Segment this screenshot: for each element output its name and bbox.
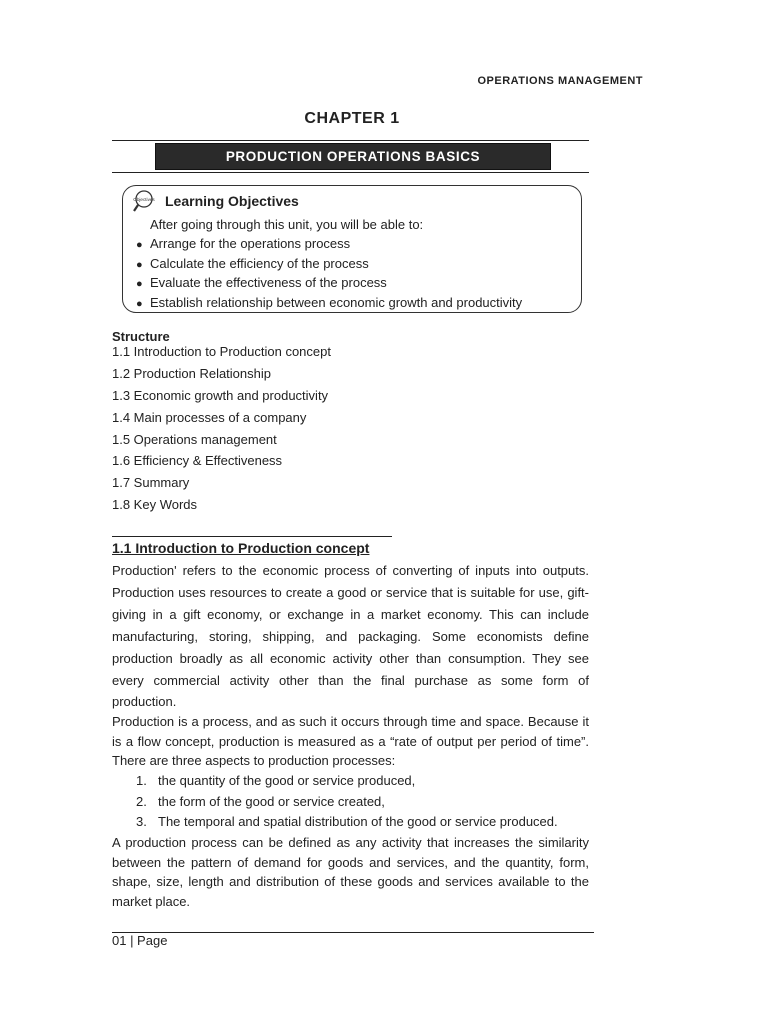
objective-item: ● Arrange for the operations process [136,236,351,251]
objective-item: ● Establish relationship between economic growth and productivity [136,295,523,311]
chapter-title-banner: PRODUCTION OPERATIONS BASICS [155,143,551,170]
bullet-icon: ● [136,258,143,271]
learning-objectives-title: Learning Objectives [165,193,299,209]
structure-item: 1.2 Production Relationship [112,365,271,381]
aspect-item: 3. The temporal and spatial distribution of the good or service produced. [136,814,558,830]
section-paragraph-1: Production' refers to the economic process of converting of inputs into outputs. Production uses resources to create a good or service that is suitable for use, gift-giving in a gift economy, or exchange in a market economy. This can include manufacturing, storing, shipping, and packaging. Some economists define production broadly as all economic activity other than consumption. They see every commercial activity other than the final purchase as some form of production. [112,563,589,710]
section-paragraph-3: A production process can be defined as any activity that increases the similarity between the pattern of demand for goods and services, and the quantity, form, shape, size, length and distribution of these goods and services available to the market place. [112,835,589,909]
structure-item: 1.5 Operations management [112,431,277,447]
structure-item: 1.7 Summary [112,475,190,491]
footer-rule [112,932,594,933]
aspect-item: 1. the quantity of the good or service produced, [136,773,416,788]
structure-item: 1.4 Main processes of a company [112,409,307,425]
bullet-icon: ● [136,298,143,311]
aspects-list [136,773,558,835]
structure-item: 1.6 Efficiency & Effectiveness [112,453,283,469]
section-rule [112,536,392,537]
bullet-icon: ● [136,239,143,251]
learning-objectives-intro: After going through this unit, you will be able to: [150,217,424,232]
chapter-label: CHAPTER 1 [304,110,400,127]
page-number: 01 | Page [112,933,168,948]
running-header: OPERATIONS MANAGEMENT [477,75,643,87]
structure-list [112,344,331,519]
chapter-bottom-rule [112,172,589,173]
aspect-item: 2. the form of the good or service created, [136,793,385,809]
structure-item: 1.1 Introduction to Production concept [112,344,331,359]
section-paragraph-2: Production is a process, and as such it occurs through time and space. Because it is a flow concept, production is measured as a “rate of output per period of time”. There are three aspects to production processes: [112,714,589,769]
objective-item: ● Calculate the efficiency of the process [136,255,369,271]
objective-item: ● Evaluate the effectiveness of the process [136,275,387,291]
structure-item: 1.3 Economic growth and productivity [112,387,329,403]
structure-title: Structure [112,329,170,344]
magnifier-icon [133,190,159,212]
learning-objectives-list [136,236,522,315]
magnifier-icon-label: Objectives [133,197,155,202]
bullet-icon: ● [136,278,143,291]
chapter-top-rule [112,140,589,141]
structure-item: 1.8 Key Words [112,497,198,513]
section-title: 1.1 Introduction to Production concept [112,540,370,556]
